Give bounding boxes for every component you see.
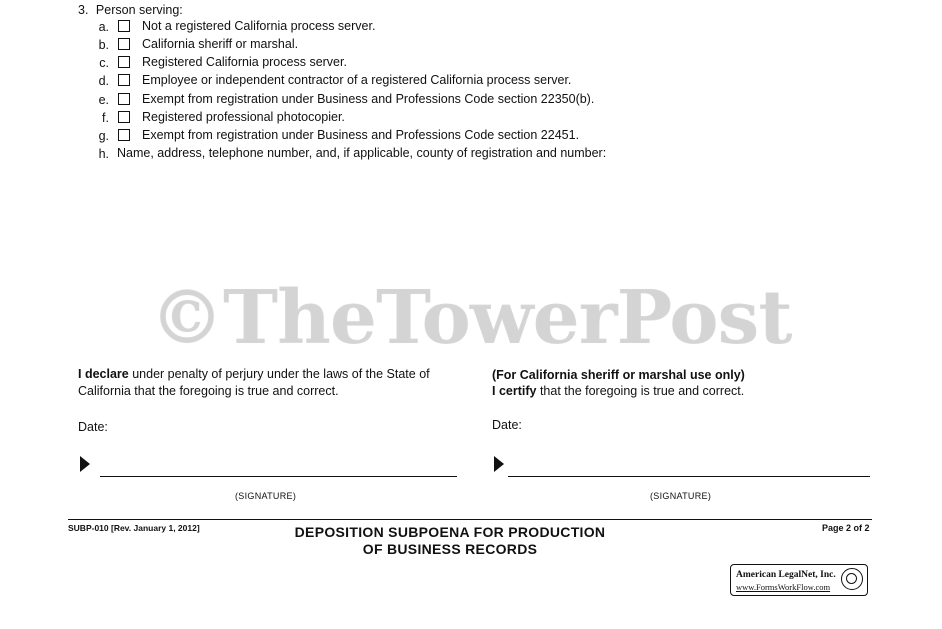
- option-label: Registered professional photocopier.: [142, 110, 345, 124]
- option-label: Name, address, telephone number, and, if applicable, county of registration and number:: [117, 146, 607, 160]
- option-label: California sheriff or marshal.: [142, 37, 299, 51]
- option-label: Exempt from registration under Business and Professions Code section 22451.: [142, 128, 580, 142]
- option-letter: h.: [98, 147, 109, 161]
- checkbox-photocopier[interactable]: [118, 111, 130, 123]
- certify-line: [492, 384, 744, 399]
- date-label-right: Date:: [492, 418, 522, 432]
- option-letter: d.: [98, 74, 109, 88]
- footer-rule: [68, 519, 872, 520]
- declare-bold: I declare: [78, 367, 129, 381]
- option-letter: e.: [98, 93, 109, 107]
- legalnet-stamp: [730, 564, 868, 596]
- declare-rest: under penalty of perjury under the laws of the State of: [128, 367, 430, 381]
- checkbox-not-registered[interactable]: [118, 20, 130, 32]
- watermark-text: ©TheTowerPost: [150, 275, 792, 361]
- option-letter: a.: [98, 20, 109, 34]
- declaration-line-1: [78, 367, 430, 382]
- signature-line-left[interactable]: [100, 476, 457, 477]
- option-letter: c.: [99, 56, 109, 70]
- form-title-line-1: DEPOSITION SUBPOENA FOR PRODUCTION: [294, 524, 606, 540]
- form-id: SUBP-010 [Rev. January 1, 2012]: [68, 523, 200, 533]
- option-letter: f.: [102, 111, 109, 125]
- certify-rest: that the foregoing is true and correct.: [536, 384, 745, 398]
- certify-bold: I certify: [492, 384, 537, 398]
- seal-icon: [841, 568, 863, 590]
- page-number: Page 2 of 2: [822, 523, 870, 533]
- signature-line-right[interactable]: [508, 476, 870, 477]
- option-letter: g.: [98, 129, 109, 143]
- form-title: [250, 524, 650, 558]
- stamp-company: American LegalNet, Inc.: [736, 570, 836, 580]
- arrow-icon: [494, 456, 504, 472]
- section-number: 3.: [78, 3, 89, 17]
- checkbox-registered-server[interactable]: [118, 56, 130, 68]
- option-label: Not a registered California process server.: [142, 19, 376, 33]
- checkbox-sheriff-marshal[interactable]: [118, 38, 130, 50]
- sheriff-use-heading: (For California sheriff or marshal use only): [492, 368, 745, 382]
- checkbox-employee-contractor[interactable]: [118, 74, 130, 86]
- checkbox-exempt-22350b[interactable]: [118, 93, 130, 105]
- arrow-icon: [80, 456, 90, 472]
- section-3-heading: [78, 3, 183, 18]
- option-letter: b.: [98, 38, 109, 52]
- declaration-line-2: California that the foregoing is true and correct.: [78, 384, 339, 398]
- signature-label-left: (SIGNATURE): [235, 491, 297, 501]
- section-title: Person serving:: [95, 3, 183, 17]
- option-label: Registered California process server.: [142, 55, 347, 69]
- option-label: Employee or independent contractor of a registered California process server.: [142, 73, 572, 87]
- date-label-left: Date:: [78, 420, 108, 434]
- stamp-url: www.FormsWorkFlow.com: [736, 582, 831, 592]
- signature-label-right: (SIGNATURE): [650, 491, 712, 501]
- checkbox-exempt-22451[interactable]: [118, 129, 130, 141]
- form-title-line-2: OF BUSINESS RECORDS: [362, 541, 538, 557]
- option-label: Exempt from registration under Business and Professions Code section 22350(b).: [142, 92, 595, 106]
